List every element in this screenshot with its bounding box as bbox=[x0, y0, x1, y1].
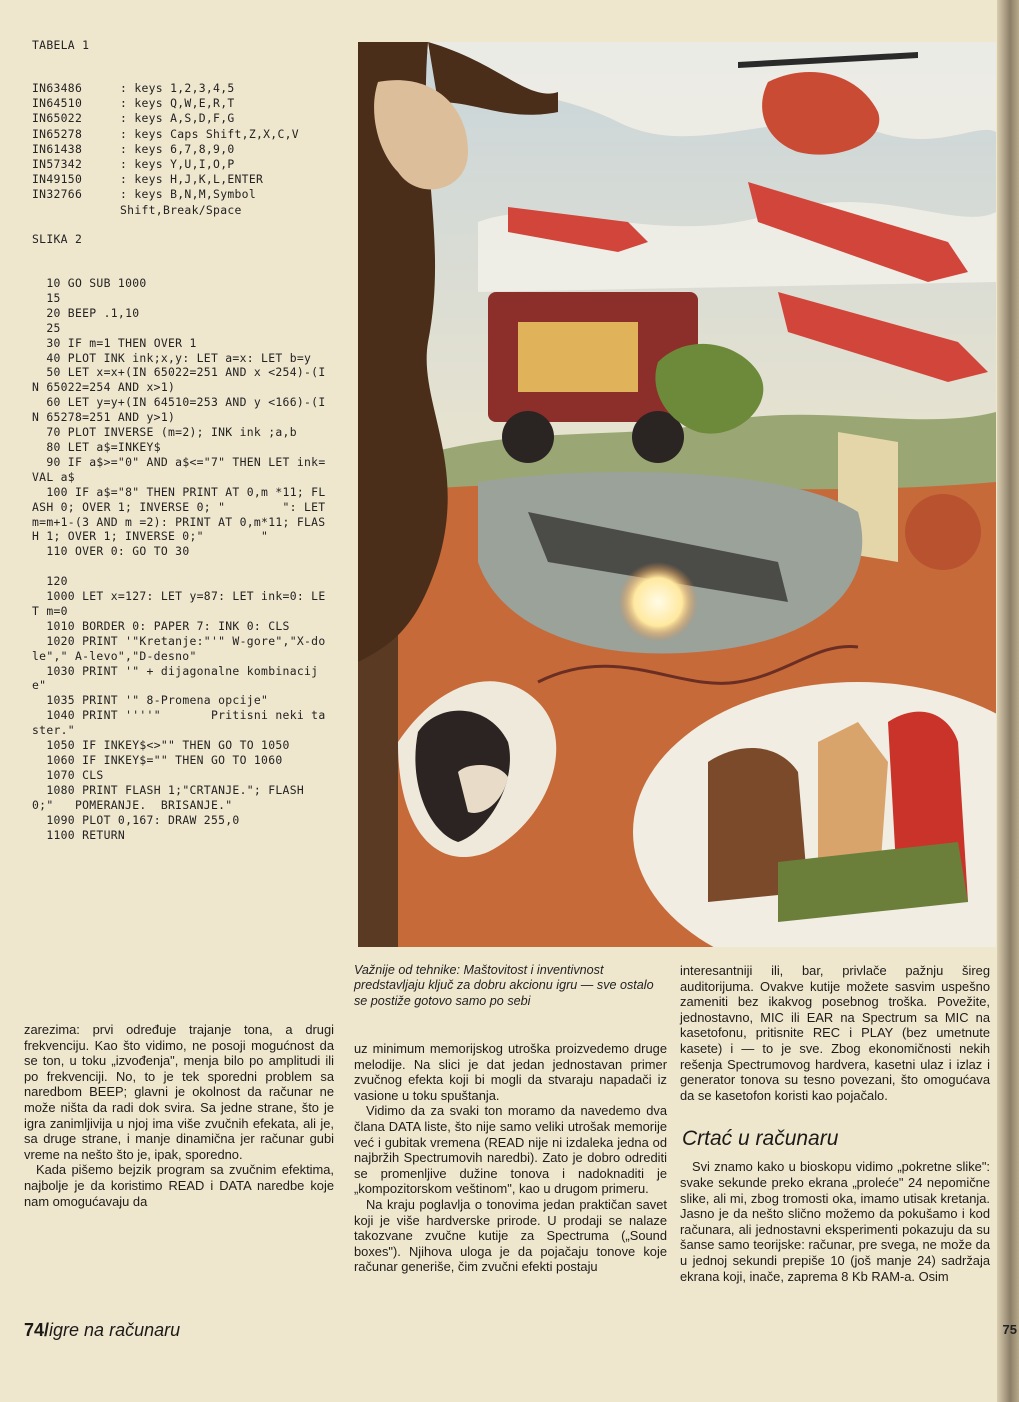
illustration bbox=[358, 42, 996, 947]
paragraph: uz minimum memorijskog utroška proizvedemo druge melodije. Na slici je dat jedan jednostavan primer zvučnog efekta koji bi mogli da stvaraju napadači iz vasione u toku spuštanja. bbox=[354, 1041, 667, 1103]
code-line: 1035 PRINT '" 8-Promena opcije" bbox=[32, 693, 269, 708]
paragraph: interesantniji ili, bar, privlače pažnju šireg auditorijuma. Ovakve kutije možete sasvim uspešno zameniti bez ikakvog posebnog troška. Povežite, jednostavno, MIC ili EAR na Spectrum sa MIC na kasetofonu, pritisnite REC i PLAY (bez umetnute kasete) i — to je sve. Zbog ekonomičnosti nekih rešenja Spectrumovog hardvera, kasetni ulaz i izlaz i generator tonova su tesno povezani, što omogućava da se kasetofon koristi kao pojačalo. bbox=[680, 963, 990, 1103]
code-line: 1010 BORDER 0: PAPER 7: INK 0: CLS bbox=[32, 618, 290, 633]
code-line: 100 IF a$="8" THEN PRINT AT 0,m *11; FLASH 0; OVER 1; INVERSE 0; " ": LET m=m+1-(3 AND m =2): PRINT AT 0,m*11; FLASH 1; OVER 1; INVERSE 0;" " bbox=[32, 484, 333, 544]
code-line: 1000 LET x=127: LET y=87: LET ink=0: LET m=0 bbox=[32, 589, 326, 618]
code-line: 110 OVER 0: GO TO 30 bbox=[32, 544, 190, 559]
illustration-art bbox=[358, 42, 996, 947]
code-line: 120 bbox=[32, 574, 68, 589]
table-row: IN64510 : keys Q,W,E,R,T bbox=[32, 96, 235, 111]
article-column-1 bbox=[24, 1022, 334, 1209]
article-column-2 bbox=[354, 1041, 667, 1275]
paragraph: Svi znamo kako u bioskopu vidimo „pokretne slike": svake sekunde preko ekrana „proleće" 24 nepomične slike, ali mi, zbog tromosti oka, imamo utisak kretanja. Jasno je da nešto slično možemo da pokušamo i kod računara, ali jednostavni eksperimenti pokazuju da su šanse samo teorijske: računar, pre svega, ne može da u jednoj sekundi prepiše 10 (još manje 24) sadržaja ekrana koji, inače, zaprema 8 Kb RAM-a. Osim bbox=[680, 1159, 990, 1284]
code-line: 1020 PRINT '"Kretanje:"'" W-gore","X-dole"," A-levo","D-desno" bbox=[32, 633, 326, 663]
code-line: 1060 IF INKEY$="" THEN GO TO 1060 bbox=[32, 753, 283, 767]
keys-table bbox=[32, 81, 350, 218]
code-line: 20 BEEP .1,10 bbox=[32, 305, 140, 320]
code-line: 1040 PRINT ''''" Pritisni neki taster." bbox=[32, 708, 326, 738]
code-line: 40 PLOT INK ink;x,y: LET a=x: LET b=y bbox=[32, 350, 312, 365]
code-line: 15 bbox=[32, 290, 61, 305]
paragraph: Kada pišemo bejzik program sa zvučnim efektima, najbolje je da koristimo READ i DATA naredbe koje nam omogućavaju da bbox=[24, 1162, 334, 1209]
magazine-section: igre na računaru bbox=[49, 1320, 181, 1340]
page-edge bbox=[997, 0, 1019, 1402]
paragraph: Vidimo da za svaki ton moramo da navedemo dva člana DATA liste, što nije samo veliki utrošak memorije već i gubitak vremena (READ nije ni izdaleka jedna od najbržih Spectrumovih naredbi). Zato je dobro odrediti se promenljive dužine tonova i nadoknaditi je „kompozitorskom veštinom", kao u drugom primeru. bbox=[354, 1103, 667, 1197]
code-line: 90 IF a$>="0" AND a$<="7" THEN LET ink=VAL a$ bbox=[32, 454, 326, 484]
code-line: 1030 PRINT '" + dijagonalne kombinacije" bbox=[32, 663, 319, 693]
basic-listing bbox=[32, 276, 332, 842]
page-number: 74/ bbox=[24, 1320, 50, 1340]
facing-page-number: 75 bbox=[1002, 1322, 1017, 1337]
table-row: IN65022 : keys A,S,D,F,G bbox=[32, 111, 235, 126]
article-column-3 bbox=[680, 963, 990, 1284]
table-row: IN65278 : keys Caps Shift,Z,X,C,V bbox=[32, 126, 299, 141]
code-line: 60 LET y=y+(IN 64510=253 AND y <166)-(IN 65278=251 AND y>1) bbox=[32, 395, 326, 425]
code-line: 30 IF m=1 THEN OVER 1 bbox=[32, 335, 197, 350]
illustration-caption: Važnije od tehnike: Maštovitost i inventivnost predstavljaju ključ za dobru akcionu igru — sve ostalo se postiže gotovo samo po sebi bbox=[354, 963, 654, 1008]
table-row: IN61438 : keys 6,7,8,9,0 bbox=[32, 141, 235, 156]
code-line bbox=[32, 559, 332, 574]
figure-label: SLIKA 2 bbox=[32, 232, 83, 246]
paragraph: Na kraju poglavlja o tonovima jedan praktičan savet koji je više hardverske prirode. U prodaji se nalaze takozvane zvučne kutije za Spectruma („Sound boxes"). Njihova uloga je da pojačaju tonove koje računar generiše, čim zvučni efekti postaju bbox=[354, 1196, 667, 1275]
code-line: 50 LET x=x+(IN 65022=251 AND x <254)-(IN 65022=254 AND x>1) bbox=[32, 365, 326, 395]
code-line: 80 LET a$=INKEY$ bbox=[32, 439, 161, 454]
table-label: TABELA 1 bbox=[32, 38, 90, 52]
code-line: 70 PLOT INVERSE (m=2); INK ink ;a,b bbox=[32, 425, 297, 440]
table-row: IN57342 : keys Y,U,I,O,P bbox=[32, 157, 235, 172]
code-line: 1100 RETURN bbox=[32, 827, 126, 842]
page-footer bbox=[24, 1320, 180, 1341]
section-heading: Crtać u računaru bbox=[682, 1127, 839, 1151]
paragraph: zarezima: prvi određuje trajanje tona, a drugi frekvenciju. Kao što vidimo, ne posoji mogućnost da se ton, u toku „izvođenja", menja bilo po amplitudi ili po frekvenciji. No, to je tek sporedni problem sa naredbom BEEP; glavni je okolnost da računar ne može ništa da radi dok svira. Sa jedne strane, što je igra zanimljivija u njoj ima više zvučnih efekata, ali je, sa druge strane, i manje dinamična jer računar gubi vreme na nešto što je, ipak, sporedno. bbox=[24, 1022, 334, 1162]
code-line: 1090 PLOT 0,167: DRAW 255,0 bbox=[32, 812, 240, 827]
table-row: IN32766 : keys B,N,M,Symbol Shift,Break/Space bbox=[32, 187, 256, 217]
table-row: IN49150 : keys H,J,K,L,ENTER bbox=[32, 172, 264, 187]
code-line: 25 bbox=[32, 320, 61, 335]
code-line: 1050 IF INKEY$<>"" THEN GO TO 1050 bbox=[32, 738, 290, 753]
code-line: 10 GO SUB 1000 bbox=[32, 276, 147, 290]
code-line: 1080 PRINT FLASH 1;"CRTANJE."; FLASH 0;" POMERANJE. BRISANJE." bbox=[32, 782, 312, 812]
code-line: 1070 CLS bbox=[32, 767, 104, 782]
table-row: IN63486 : keys 1,2,3,4,5 bbox=[32, 81, 235, 95]
